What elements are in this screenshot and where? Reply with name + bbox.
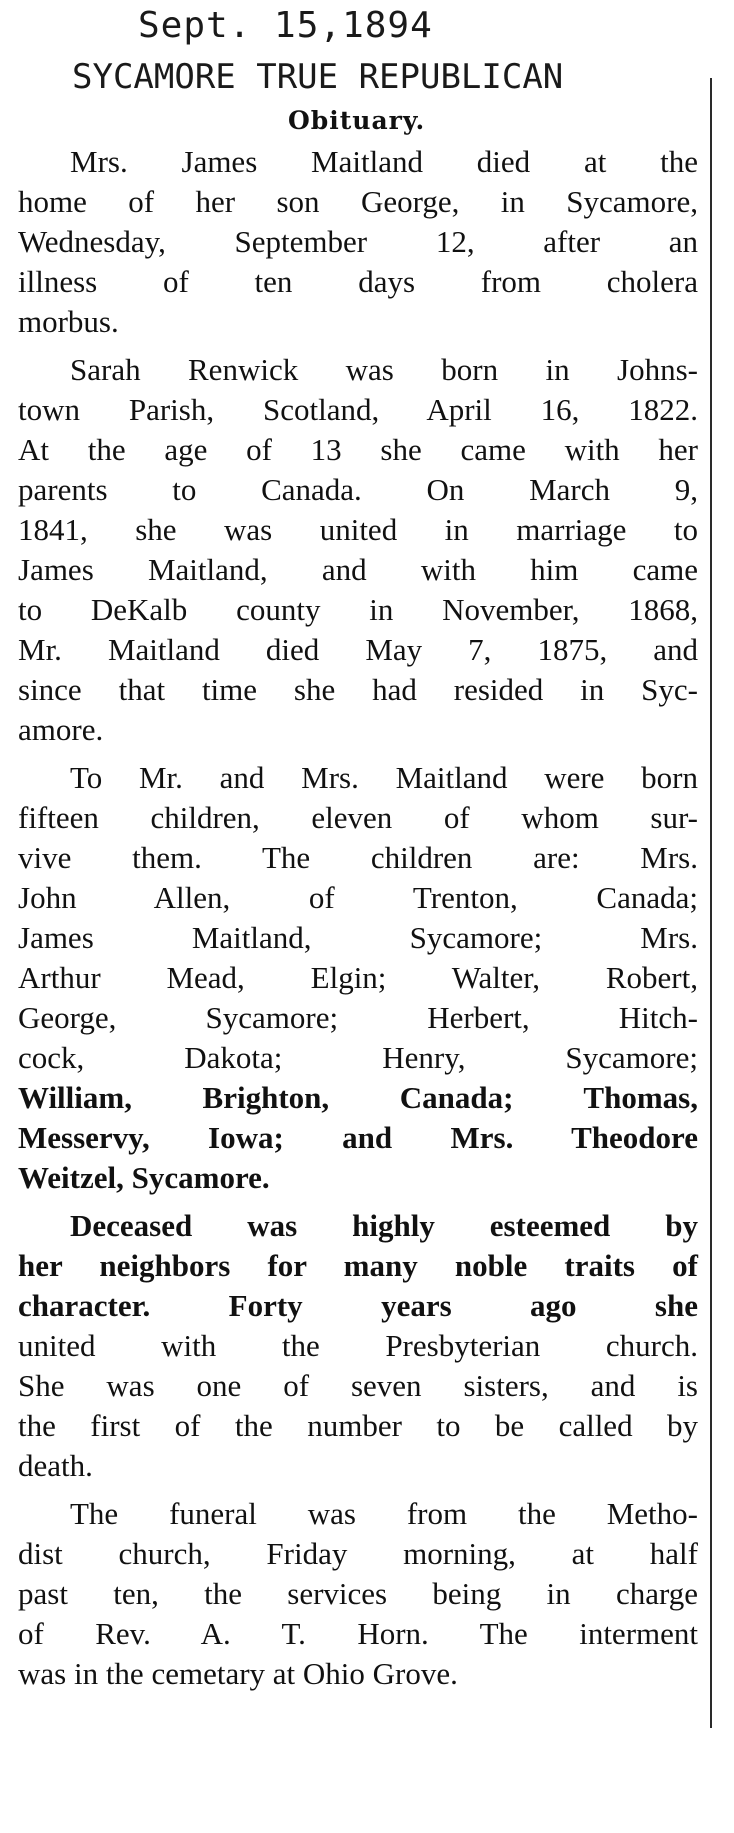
paragraph-5: [18, 1494, 698, 1694]
article-line: Wednesday, September 12, after an: [18, 224, 698, 259]
article-line: was in the cemetary at Ohio Grove.: [18, 1656, 458, 1691]
article-line: Deceased was highly esteemed by: [70, 1208, 698, 1243]
paragraph-3: [18, 758, 698, 1198]
article-line: 1841, she was united in marriage to: [18, 512, 698, 547]
article-line: She was one of seven sisters, and is: [18, 1368, 698, 1403]
article-line: morbus.: [18, 304, 119, 339]
article-line: parents to Canada. On March 9,: [18, 472, 698, 507]
article-line: Messervy, Iowa; and Mrs. Theodore: [18, 1120, 698, 1155]
article-line: character. Forty years ago she: [18, 1288, 698, 1323]
article-line: of Rev. A. T. Horn. The interment: [18, 1616, 698, 1651]
newspaper-name: SYCAMORE TRUE REPUBLICAN: [72, 57, 564, 97]
paragraph-2: [18, 350, 698, 750]
article-line: Mrs. James Maitland died at the: [70, 144, 698, 179]
article-line: fifteen children, eleven of whom sur-: [18, 800, 698, 835]
article-line: James Maitland, Sycamore; Mrs.: [18, 920, 698, 955]
article-line: dist church, Friday morning, at half: [18, 1536, 698, 1571]
article-line: past ten, the services being in charge: [18, 1576, 698, 1611]
article-line: since that time she had resided in Syc-: [18, 672, 698, 707]
article-line: John Allen, of Trenton, Canada;: [18, 880, 698, 915]
article-line: vive them. The children are: Mrs.: [18, 840, 698, 875]
article-line: home of her son George, in Sycamore,: [18, 184, 698, 219]
obituary-article: [18, 142, 698, 1702]
date-line: Sept. 15,1894: [138, 5, 433, 46]
article-line: town Parish, Scotland, April 16, 1822.: [18, 392, 698, 427]
obituary-headline: Obituary.: [288, 106, 426, 135]
column-rule: [710, 78, 712, 1728]
article-line: To Mr. and Mrs. Maitland were born: [70, 760, 698, 795]
article-line: Mr. Maitland died May 7, 1875, and: [18, 632, 698, 667]
paragraph-1: [18, 142, 698, 342]
paragraph-4: [18, 1206, 698, 1486]
article-line: her neighbors for many noble traits of: [18, 1248, 698, 1283]
article-line: At the age of 13 she came with her: [18, 432, 698, 467]
article-line: Arthur Mead, Elgin; Walter, Robert,: [18, 960, 698, 995]
article-line: Sarah Renwick was born in Johns-: [70, 352, 698, 387]
article-line: James Maitland, and with him came: [18, 552, 698, 587]
article-line: amore.: [18, 712, 104, 747]
article-line: united with the Presbyterian church.: [18, 1328, 698, 1363]
article-line: cock, Dakota; Henry, Sycamore;: [18, 1040, 698, 1075]
article-line: William, Brighton, Canada; Thomas,: [18, 1080, 698, 1115]
article-line: Weitzel, Sycamore.: [18, 1160, 270, 1195]
article-line: to DeKalb county in November, 1868,: [18, 592, 698, 627]
article-line: the first of the number to be called by: [18, 1408, 698, 1443]
article-line: George, Sycamore; Herbert, Hitch-: [18, 1000, 698, 1035]
article-line: illness of ten days from cholera: [18, 264, 698, 299]
article-line: The funeral was from the Metho-: [70, 1496, 698, 1531]
article-line: death.: [18, 1448, 93, 1483]
